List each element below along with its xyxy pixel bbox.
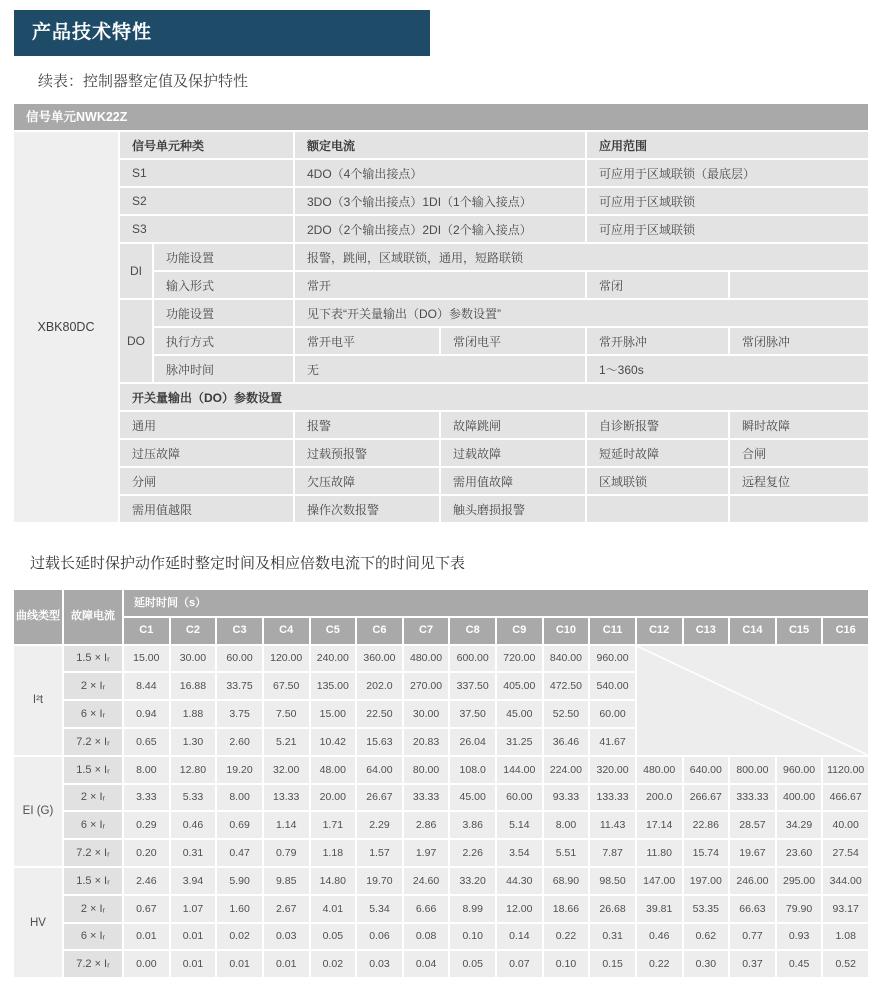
- delay-value-cell: 0.04: [404, 951, 449, 977]
- delay-value-cell: 1.08: [823, 924, 868, 950]
- delay-value-cell: 344.00: [823, 868, 868, 894]
- delay-value-cell: 3.54: [497, 840, 542, 866]
- do-pulse-none-cell: 无: [295, 356, 585, 382]
- c-column-header: C12: [637, 618, 682, 644]
- application-scope-cell: 可应用于区域联锁（最底层）: [587, 160, 868, 186]
- delay-time-table: [14, 590, 868, 977]
- delay-value-cell: 19.70: [357, 868, 402, 894]
- delay-value-cell: 144.00: [497, 757, 542, 783]
- delay-value-cell: 1.88: [171, 701, 216, 727]
- delay-value-cell: 0.46: [637, 924, 682, 950]
- delay-value-cell: 1.71: [311, 812, 356, 838]
- fault-current-cell: 6 × Iᵣ: [64, 812, 122, 838]
- delay-value-cell: 0.69: [217, 812, 262, 838]
- signal-unit-table: [14, 104, 868, 522]
- delay-value-cell: 16.88: [171, 673, 216, 699]
- di-input-open-cell: 常开: [295, 272, 585, 298]
- c-column-header: C5: [311, 618, 356, 644]
- delay-value-cell: 8.44: [124, 673, 169, 699]
- column-header: 额定电流: [295, 132, 585, 158]
- application-scope-cell: 可应用于区域联锁: [587, 188, 868, 214]
- do-param-cell: 操作次数报警: [295, 496, 439, 522]
- delay-value-cell: 17.14: [637, 812, 682, 838]
- delay-value-cell: 80.00: [404, 757, 449, 783]
- c-column-header: C11: [590, 618, 635, 644]
- di-function-value: 报警，跳闸，区域联锁，通用，短路联锁: [295, 244, 868, 270]
- delay-value-cell: 0.65: [124, 729, 169, 755]
- delay-value-cell: 19.20: [217, 757, 262, 783]
- delay-value-cell: 0.37: [730, 951, 775, 977]
- delay-value-cell: 147.00: [637, 868, 682, 894]
- delay-value-cell: 270.00: [404, 673, 449, 699]
- delay-value-cell: 19.67: [730, 840, 775, 866]
- do-param-cell: 欠压故障: [295, 468, 439, 494]
- delay-value-cell: 33.33: [404, 785, 449, 811]
- delay-value-cell: 27.54: [823, 840, 868, 866]
- delay-value-cell: 44.30: [497, 868, 542, 894]
- delay-value-cell: 6.66: [404, 896, 449, 922]
- delay-value-cell: 48.00: [311, 757, 356, 783]
- delay-value-cell: 60.00: [590, 701, 635, 727]
- c-column-header: C13: [684, 618, 729, 644]
- curve-type-header-line: 曲线: [16, 610, 38, 623]
- delay-value-cell: 108.0: [450, 757, 495, 783]
- application-scope-cell: 可应用于区域联锁: [587, 216, 868, 242]
- delay-value-cell: 40.00: [823, 812, 868, 838]
- delay-value-cell: 0.22: [637, 951, 682, 977]
- delay-value-cell: 0.15: [590, 951, 635, 977]
- delay-value-cell: 31.25: [497, 729, 542, 755]
- delay-value-cell: 52.50: [544, 701, 589, 727]
- do-function-label: 功能设置: [154, 300, 293, 326]
- delay-value-cell: 202.0: [357, 673, 402, 699]
- do-param-cell: 短延时故障: [587, 440, 728, 466]
- delay-value-cell: 0.22: [544, 924, 589, 950]
- delay-value-cell: 1.30: [171, 729, 216, 755]
- continuation-subtitle: 续表：控制器整定值及保护特性: [38, 73, 249, 90]
- delay-value-cell: 2.46: [124, 868, 169, 894]
- delay-value-cell: 120.00: [264, 646, 309, 672]
- do-exec-value-cell: 常开电平: [295, 328, 439, 354]
- delay-value-cell: 400.00: [777, 785, 822, 811]
- fault-current-header: 故障电流: [64, 590, 122, 644]
- c-column-header: C2: [171, 618, 216, 644]
- delay-value-cell: 12.00: [497, 896, 542, 922]
- do-exec-label: 执行方式: [154, 328, 293, 354]
- delay-value-cell: 60.00: [217, 646, 262, 672]
- delay-value-cell: 5.21: [264, 729, 309, 755]
- delay-value-cell: 8.99: [450, 896, 495, 922]
- delay-value-cell: 0.01: [171, 951, 216, 977]
- delay-value-cell: 0.08: [404, 924, 449, 950]
- signal-table-banner: 信号单元NWK22Z: [14, 104, 868, 130]
- delay-value-cell: 14.80: [311, 868, 356, 894]
- delay-value-cell: 0.47: [217, 840, 262, 866]
- fault-current-cell: 1.5 × Iᵣ: [64, 646, 122, 672]
- delay-time-span-header: 延时时间（s）: [124, 590, 868, 616]
- delay-value-cell: 0.79: [264, 840, 309, 866]
- delay-value-cell: 0.01: [124, 924, 169, 950]
- delay-value-cell: 30.00: [171, 646, 216, 672]
- delay-value-cell: 333.33: [730, 785, 775, 811]
- delay-value-cell: 12.80: [171, 757, 216, 783]
- delay-value-cell: 45.00: [450, 785, 495, 811]
- delay-value-cell: 33.75: [217, 673, 262, 699]
- do-param-label: 过压故障: [120, 440, 293, 466]
- delay-value-cell: 337.50: [450, 673, 495, 699]
- delay-value-cell: 24.60: [404, 868, 449, 894]
- fault-current-cell: 2 × Iᵣ: [64, 785, 122, 811]
- fault-current-cell: 6 × Iᵣ: [64, 924, 122, 950]
- delay-table-title: 过载长延时保护动作延时整定时间及相应倍数电流下的时间见下表: [30, 555, 466, 572]
- delay-value-cell: 93.33: [544, 785, 589, 811]
- delay-value-cell: 22.86: [684, 812, 729, 838]
- delay-value-cell: 68.90: [544, 868, 589, 894]
- delay-value-cell: 98.50: [590, 868, 635, 894]
- delay-value-cell: 0.10: [544, 951, 589, 977]
- delay-table-grid: [14, 590, 868, 977]
- delay-value-cell: 240.00: [311, 646, 356, 672]
- delay-value-cell: 2.60: [217, 729, 262, 755]
- delay-value-cell: 5.33: [171, 785, 216, 811]
- delay-value-cell: 28.57: [730, 812, 775, 838]
- delay-value-cell: 0.01: [264, 951, 309, 977]
- delay-value-cell: 93.17: [823, 896, 868, 922]
- do-params-title: 开关量输出（DO）参数设置: [120, 384, 868, 410]
- di-group-cell: DI: [120, 244, 152, 298]
- do-param-cell: 触头磨损报警: [441, 496, 585, 522]
- do-param-label: 分闸: [120, 468, 293, 494]
- delay-value-cell: 246.00: [730, 868, 775, 894]
- empty-cell: [730, 496, 868, 522]
- delay-value-cell: 5.90: [217, 868, 262, 894]
- device-cell: XBK80DC: [14, 132, 118, 522]
- curve-type-header: [14, 590, 62, 644]
- delay-value-cell: 39.81: [637, 896, 682, 922]
- delay-value-cell: 540.00: [590, 673, 635, 699]
- delay-value-cell: 26.68: [590, 896, 635, 922]
- do-group-cell: DO: [120, 300, 152, 382]
- do-exec-value-cell: 常开脉冲: [587, 328, 728, 354]
- delay-value-cell: 135.00: [311, 673, 356, 699]
- do-param-label: 需用值越限: [120, 496, 293, 522]
- delay-value-cell: 20.00: [311, 785, 356, 811]
- fault-current-cell: 1.5 × Iᵣ: [64, 757, 122, 783]
- delay-value-cell: 1.97: [404, 840, 449, 866]
- delay-value-cell: 33.20: [450, 868, 495, 894]
- delay-value-cell: 5.14: [497, 812, 542, 838]
- c-column-header: C3: [217, 618, 262, 644]
- delay-value-cell: 0.31: [171, 840, 216, 866]
- delay-value-cell: 0.62: [684, 924, 729, 950]
- delay-value-cell: 0.20: [124, 840, 169, 866]
- delay-value-cell: 10.42: [311, 729, 356, 755]
- do-param-label: 通用: [120, 412, 293, 438]
- delay-value-cell: 3.86: [450, 812, 495, 838]
- c-column-header: C8: [450, 618, 495, 644]
- rated-current-cell: 4DO（4个输出接点）: [295, 160, 585, 186]
- delay-value-cell: 960.00: [777, 757, 822, 783]
- delay-value-cell: 2.29: [357, 812, 402, 838]
- delay-value-cell: 0.29: [124, 812, 169, 838]
- c-column-header: C4: [264, 618, 309, 644]
- page-title-banner: [14, 10, 430, 56]
- delay-value-cell: 224.00: [544, 757, 589, 783]
- delay-value-cell: 1.57: [357, 840, 402, 866]
- delay-value-cell: 20.83: [404, 729, 449, 755]
- delay-value-cell: 3.33: [124, 785, 169, 811]
- delay-value-cell: 15.74: [684, 840, 729, 866]
- delay-value-cell: 53.35: [684, 896, 729, 922]
- delay-value-cell: 1120.00: [823, 757, 868, 783]
- delay-value-cell: 0.02: [311, 951, 356, 977]
- delay-value-cell: 45.00: [497, 701, 542, 727]
- delay-value-cell: 2.26: [450, 840, 495, 866]
- delay-value-cell: 0.45: [777, 951, 822, 977]
- di-input-closed-cell: 常闭: [587, 272, 728, 298]
- delay-value-cell: 2.67: [264, 896, 309, 922]
- delay-value-cell: 15.63: [357, 729, 402, 755]
- delay-value-cell: 66.63: [730, 896, 775, 922]
- fault-current-cell: 1.5 × Iᵣ: [64, 868, 122, 894]
- fault-current-cell: 2 × Iᵣ: [64, 896, 122, 922]
- delay-value-cell: 0.77: [730, 924, 775, 950]
- delay-value-cell: 0.05: [450, 951, 495, 977]
- c-column-header: C7: [404, 618, 449, 644]
- delay-value-cell: 15.00: [311, 701, 356, 727]
- delay-value-cell: 480.00: [637, 757, 682, 783]
- delay-value-cell: 295.00: [777, 868, 822, 894]
- c-column-header: C10: [544, 618, 589, 644]
- delay-value-cell: 640.00: [684, 757, 729, 783]
- delay-value-cell: 67.50: [264, 673, 309, 699]
- curve-group-cell: HV: [14, 868, 62, 977]
- delay-value-cell: 960.00: [590, 646, 635, 672]
- delay-value-cell: 2.86: [404, 812, 449, 838]
- curve-group-cell: EI (G): [14, 757, 62, 866]
- delay-value-cell: 7.87: [590, 840, 635, 866]
- delay-value-cell: 7.50: [264, 701, 309, 727]
- page-title: 产品技术特性: [32, 22, 153, 43]
- empty-cell: [730, 272, 868, 298]
- delay-value-cell: 1.14: [264, 812, 309, 838]
- delay-value-cell: 26.67: [357, 785, 402, 811]
- do-function-value: 见下表“开关量输出（DO）参数设置”: [295, 300, 868, 326]
- delay-value-cell: 1.18: [311, 840, 356, 866]
- fault-current-cell: 7.2 × Iᵣ: [64, 951, 122, 977]
- delay-value-cell: 266.67: [684, 785, 729, 811]
- delay-value-cell: 60.00: [497, 785, 542, 811]
- signal-type-cell: S3: [120, 216, 293, 242]
- delay-value-cell: 0.94: [124, 701, 169, 727]
- c-column-header: C16: [823, 618, 868, 644]
- fault-current-cell: 7.2 × Iᵣ: [64, 729, 122, 755]
- delay-value-cell: 64.00: [357, 757, 402, 783]
- delay-value-cell: 405.00: [497, 673, 542, 699]
- di-input-label: 输入形式: [154, 272, 293, 298]
- do-param-cell: 故障跳闸: [441, 412, 585, 438]
- delay-value-cell: 79.90: [777, 896, 822, 922]
- delay-value-cell: 0.14: [497, 924, 542, 950]
- do-param-cell: 区域联锁: [587, 468, 728, 494]
- fault-current-cell: 6 × Iᵣ: [64, 701, 122, 727]
- column-header: 应用范围: [587, 132, 868, 158]
- delay-value-cell: 133.33: [590, 785, 635, 811]
- delay-value-cell: 0.06: [357, 924, 402, 950]
- delay-value-cell: 720.00: [497, 646, 542, 672]
- delay-value-cell: 320.00: [590, 757, 635, 783]
- fault-current-cell: 7.2 × Iᵣ: [64, 840, 122, 866]
- delay-value-cell: 466.67: [823, 785, 868, 811]
- delay-value-cell: 18.66: [544, 896, 589, 922]
- delay-value-cell: 8.00: [217, 785, 262, 811]
- delay-value-cell: 840.00: [544, 646, 589, 672]
- delay-value-cell: 15.00: [124, 646, 169, 672]
- delay-value-cell: 0.30: [684, 951, 729, 977]
- do-exec-value-cell: 常闭脉冲: [730, 328, 868, 354]
- do-pulse-range-cell: 1～360s: [587, 356, 868, 382]
- delay-value-cell: 0.46: [171, 812, 216, 838]
- delay-value-cell: 0.01: [171, 924, 216, 950]
- delay-value-cell: 0.10: [450, 924, 495, 950]
- diagonal-line: [637, 646, 868, 755]
- do-exec-value-cell: 常闭电平: [441, 328, 585, 354]
- delay-value-cell: 9.85: [264, 868, 309, 894]
- curve-type-header-line: 类型: [38, 610, 60, 623]
- delay-value-cell: 3.75: [217, 701, 262, 727]
- do-param-cell: 报警: [295, 412, 439, 438]
- delay-value-cell: 30.00: [404, 701, 449, 727]
- delay-value-cell: 0.03: [264, 924, 309, 950]
- do-param-cell: 需用值故障: [441, 468, 585, 494]
- delay-value-cell: 4.01: [311, 896, 356, 922]
- empty-diagonal-region: [637, 646, 868, 755]
- delay-value-cell: 200.0: [637, 785, 682, 811]
- c-column-header: C14: [730, 618, 775, 644]
- c-column-header: C15: [777, 618, 822, 644]
- delay-value-cell: 800.00: [730, 757, 775, 783]
- delay-value-cell: 8.00: [124, 757, 169, 783]
- delay-value-cell: 0.01: [217, 951, 262, 977]
- c-column-header: C1: [124, 618, 169, 644]
- do-param-cell: 自诊断报警: [587, 412, 728, 438]
- delay-value-cell: 0.02: [217, 924, 262, 950]
- delay-value-cell: 480.00: [404, 646, 449, 672]
- delay-value-cell: 11.80: [637, 840, 682, 866]
- signal-type-cell: S1: [120, 160, 293, 186]
- delay-value-cell: 8.00: [544, 812, 589, 838]
- fault-current-cell: 2 × Iᵣ: [64, 673, 122, 699]
- delay-value-cell: 37.50: [450, 701, 495, 727]
- delay-value-cell: 1.07: [171, 896, 216, 922]
- delay-value-cell: 0.52: [823, 951, 868, 977]
- do-param-cell: 过载预报警: [295, 440, 439, 466]
- do-pulse-label: 脉冲时间: [154, 356, 293, 382]
- delay-value-cell: 36.46: [544, 729, 589, 755]
- delay-value-cell: 0.67: [124, 896, 169, 922]
- do-param-cell: 瞬时故障: [730, 412, 868, 438]
- rated-current-cell: 2DO（2个输出接点）2DI（2个输入接点）: [295, 216, 585, 242]
- c-column-header: C9: [497, 618, 542, 644]
- delay-value-cell: 32.00: [264, 757, 309, 783]
- delay-value-cell: 0.05: [311, 924, 356, 950]
- rated-current-cell: 3DO（3个输出接点）1DI（1个输入接点）: [295, 188, 585, 214]
- delay-value-cell: 34.29: [777, 812, 822, 838]
- delay-value-cell: 26.04: [450, 729, 495, 755]
- delay-value-cell: 600.00: [450, 646, 495, 672]
- delay-value-cell: 41.67: [590, 729, 635, 755]
- delay-value-cell: 197.00: [684, 868, 729, 894]
- di-function-label: 功能设置: [154, 244, 293, 270]
- do-param-cell: 远程复位: [730, 468, 868, 494]
- delay-value-cell: 22.50: [357, 701, 402, 727]
- do-param-cell: 合闸: [730, 440, 868, 466]
- delay-value-cell: 11.43: [590, 812, 635, 838]
- delay-value-cell: 0.00: [124, 951, 169, 977]
- delay-value-cell: 23.60: [777, 840, 822, 866]
- empty-cell: [587, 496, 728, 522]
- curve-group-cell: I²t: [14, 646, 62, 755]
- delay-value-cell: 0.03: [357, 951, 402, 977]
- signal-table-grid: [14, 132, 868, 522]
- delay-value-cell: 3.94: [171, 868, 216, 894]
- c-column-header: C6: [357, 618, 402, 644]
- delay-value-cell: 360.00: [357, 646, 402, 672]
- delay-value-cell: 0.07: [497, 951, 542, 977]
- delay-value-cell: 5.51: [544, 840, 589, 866]
- signal-type-cell: S2: [120, 188, 293, 214]
- delay-value-cell: 5.34: [357, 896, 402, 922]
- delay-value-cell: 0.93: [777, 924, 822, 950]
- do-param-cell: 过载故障: [441, 440, 585, 466]
- delay-value-cell: 472.50: [544, 673, 589, 699]
- delay-value-cell: 1.60: [217, 896, 262, 922]
- delay-value-cell: 0.31: [590, 924, 635, 950]
- delay-value-cell: 13.33: [264, 785, 309, 811]
- column-header: 信号单元种类: [120, 132, 293, 158]
